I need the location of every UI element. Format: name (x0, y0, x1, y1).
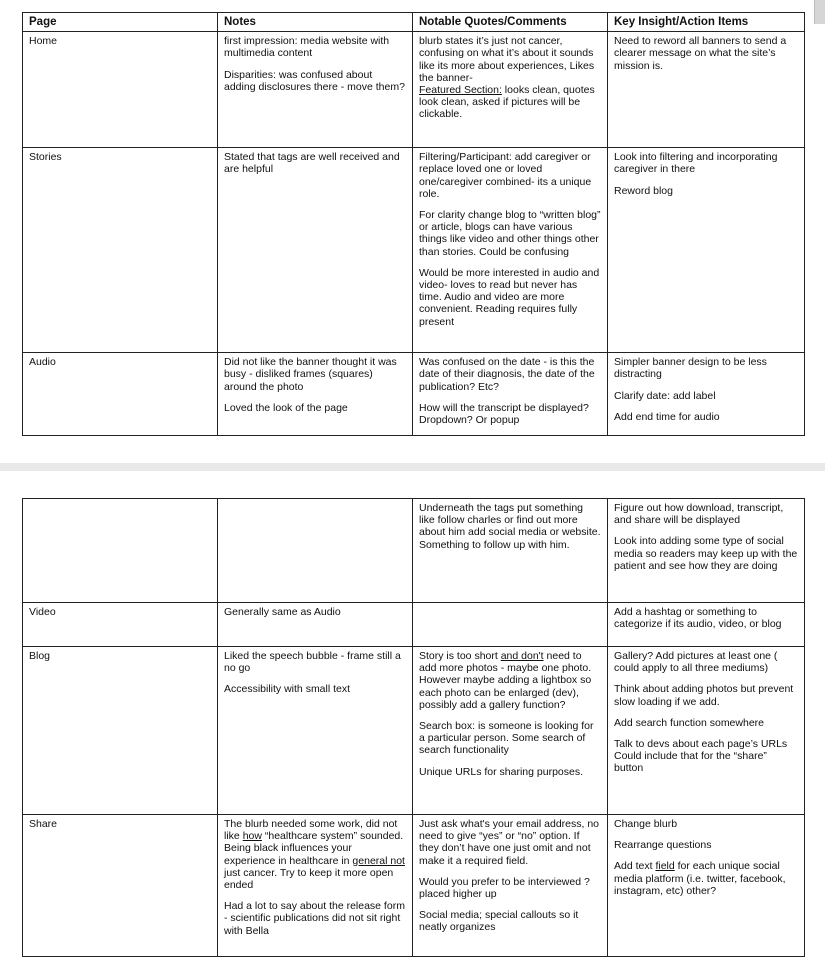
action-text: Add search function somewhere (614, 716, 764, 729)
note-text: Liked the speech bubble - frame still a no go (224, 650, 401, 675)
cell-page: Audio (23, 353, 218, 436)
quote-text (419, 650, 601, 711)
quote-text: For clarity change blog to “written blog” or article, blogs can have various things like video and other things other than stories. Could be confusing (419, 209, 601, 258)
table-row (23, 499, 805, 603)
cell-page: Blog (23, 647, 218, 815)
quote-text: Search box: is someone is looking for a particular person. Some search of search functionality (419, 720, 594, 757)
cell-notes (218, 499, 413, 603)
cell-page: Share (23, 815, 218, 957)
quote-text: Filtering/Participant: add caregiver or replace loved one or loved one/caregiver combined- its a unique role. (419, 151, 592, 200)
cell-actions (608, 603, 805, 647)
action-text: Figure out how download, transcript, and share will be displayed (614, 502, 784, 527)
cell-quotes (413, 148, 608, 353)
note-text: Disparities: was confused about adding disclosures there - move them? (224, 68, 405, 93)
action-text: Look into filtering and incorporating caregiver in there (614, 151, 778, 176)
action-text: Look into adding some type of social media so readers may keep up with the patient and see how they are doing (614, 535, 798, 572)
note-text: Accessibility with small text (224, 683, 351, 696)
cell-quotes (413, 353, 608, 436)
action-text: Gallery? Add pictures at least one ( could apply to all three mediums) (614, 650, 778, 675)
action-text: Reword blog (614, 184, 673, 197)
table-row (23, 148, 805, 353)
cell-page: Stories (23, 148, 218, 353)
cell-page: Video (23, 603, 218, 647)
note-text: first impression: media website with multimedia content (224, 35, 390, 60)
header-actions: Key Insight/Action Items (608, 13, 805, 32)
table-header-row (23, 13, 805, 32)
action-text: Change blurb (614, 818, 678, 830)
table-row (23, 353, 805, 436)
note-text (224, 818, 406, 891)
cell-notes (218, 32, 413, 148)
note-text: Loved the look of the page (224, 401, 348, 414)
quote-text: Would you prefer to be interviewed ? placed higher up (419, 875, 590, 901)
quote-text: How will the transcript be displayed? Dropdown? Or popup (419, 401, 589, 427)
document-page-1 (0, 0, 825, 463)
note-text: Did not like the banner thought it was busy - disliked frames (squares) around the photo (224, 356, 397, 393)
underlined-text: general not (352, 854, 405, 867)
cell-quotes (413, 32, 608, 148)
quote-segment: looks clean, quotes look clean, asked if pictures will be clickable. (419, 84, 595, 121)
action-text: Add end time for audio (614, 410, 720, 423)
cell-notes (218, 603, 413, 647)
underlined-text: how (242, 830, 262, 843)
action-text: Talk to devs about each page’s URLs Could include that for the “share” button (614, 738, 788, 775)
cell-notes (218, 148, 413, 353)
quote-text: Would be more interested in audio and video- loves to read but never has time. Audio and video are more convenient. Reading requires fully present (419, 266, 600, 328)
quote-text: Unique URLs for sharing purposes. (419, 765, 584, 778)
quote-segment: need to add more photos - maybe one photo. However maybe adding a lightbox so each photo can be enlarged (dev), possibly add a gallery function? (419, 650, 592, 711)
underlined-text: and don't (500, 650, 544, 662)
header-page: Page (23, 13, 218, 32)
cell-page (23, 499, 218, 603)
cell-page: Home (23, 32, 218, 148)
table-row (23, 647, 805, 815)
table-row (23, 815, 805, 957)
table-row (23, 32, 805, 148)
cell-notes (218, 353, 413, 436)
document-page-2 (0, 471, 825, 970)
note-text: Generally same as Audio (224, 606, 341, 618)
quote-text: Underneath the tags put something like follow charles or find out more about him add social media or website. Something to follow up with him. (419, 502, 601, 551)
action-text: Need to reword all banners to send a clearer message on what the site’s mission is. (614, 35, 787, 72)
cell-quotes (413, 647, 608, 815)
action-text: Clarify date: add label (614, 389, 716, 402)
action-text: Rearrange questions (614, 839, 712, 852)
quote-text: Just ask what's your email address, no need to give “yes” or “no” option. If they don’t have one just omit and not make it a required field. (419, 818, 600, 867)
cell-quotes (413, 499, 608, 603)
quote-text: Social media; special callouts so it neatly organizes (419, 909, 579, 934)
cell-actions (608, 647, 805, 815)
cell-actions (608, 32, 805, 148)
cell-quotes (413, 815, 608, 957)
cell-actions (608, 353, 805, 436)
action-text: Add a hashtag or something to categorize if its audio, video, or blog (614, 606, 782, 631)
underlined-text: Featured Section: (419, 84, 502, 97)
note-text: Had a lot to say about the release form - scientific publications did not sit right with Bella (224, 900, 405, 937)
quote-segment: Story is too short (419, 650, 501, 662)
cell-quotes (413, 603, 608, 647)
quote-text: Was confused on the date - is this the date of their diagnosis, the date of the publication? Etc? (419, 356, 595, 393)
action-text (614, 860, 798, 897)
cell-actions (608, 499, 805, 603)
scrollbar-thumb[interactable] (814, 0, 825, 24)
note-segment: just cancer. Try to keep it more open ended (224, 866, 394, 892)
cell-notes (218, 647, 413, 815)
cell-notes (218, 815, 413, 957)
action-text: Think about adding photos but prevent slow loading if we add. (614, 683, 794, 708)
note-text: Stated that tags are well received and are helpful (224, 151, 400, 176)
usability-notes-table-continued (22, 498, 805, 957)
usability-notes-table (22, 12, 805, 436)
action-text: Simpler banner design to be less distracting (614, 356, 767, 381)
quote-segment: blurb states it’s just not cancer, confusing on what it’s about it sounds like its more about experiences, Likes the banner- (419, 35, 595, 84)
action-segment: Add text (614, 860, 656, 873)
underlined-text: field (655, 860, 675, 873)
cell-actions (608, 815, 805, 957)
header-notes: Notes (218, 13, 413, 32)
note-segment: “healthcare system” sounded. Being black influences your experience in healthcare in (224, 830, 404, 867)
table-row (23, 603, 805, 647)
note-segment: The blurb needed some work, did not like (224, 818, 398, 843)
cell-actions (608, 148, 805, 353)
quote-text (419, 35, 601, 120)
header-quotes: Notable Quotes/Comments (413, 13, 608, 32)
action-segment: for each unique social media platform (i.e. twitter, facebook, instagram, etc) other? (614, 860, 786, 897)
